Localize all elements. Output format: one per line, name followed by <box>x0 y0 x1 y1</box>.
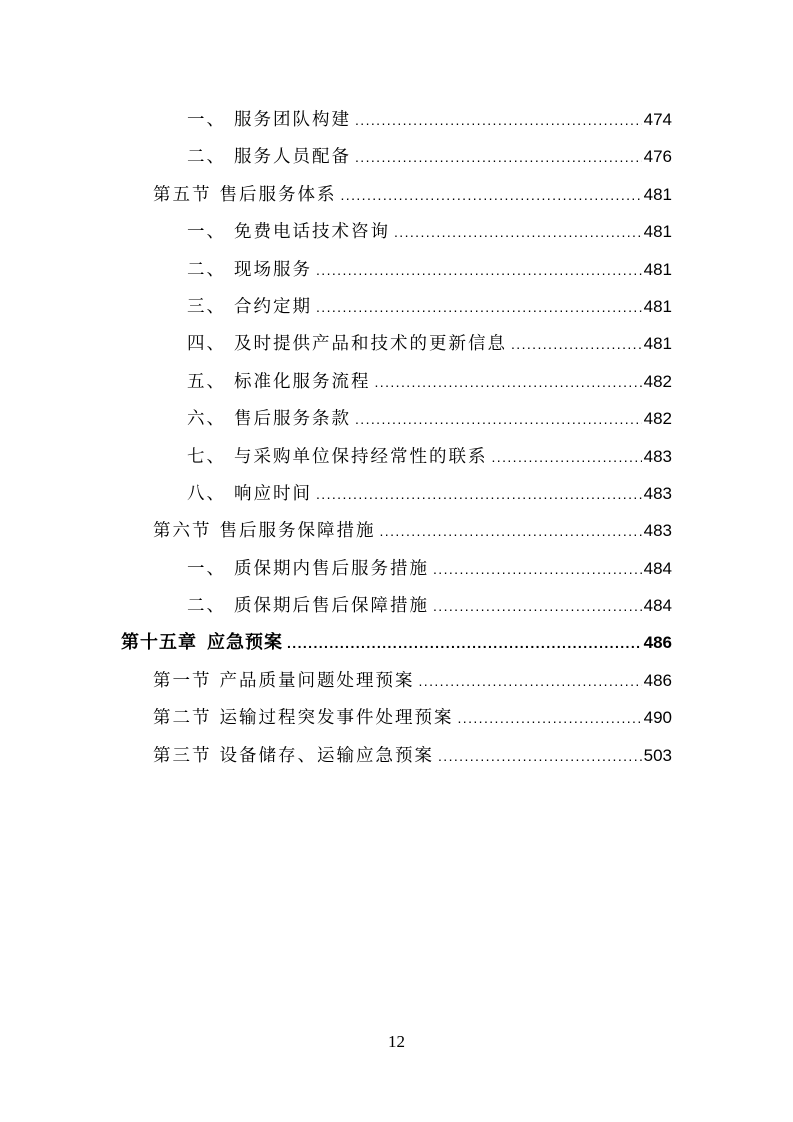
page-number: 12 <box>388 1032 405 1051</box>
toc-entry-title: 服务人员配备 <box>234 147 351 168</box>
toc-entry-title: 免费电话技术咨询 <box>234 222 390 243</box>
toc-entry-title: 合约定期 <box>234 296 312 317</box>
toc-entry-number: 八、 <box>187 483 226 504</box>
toc-entry-title: 应急预案 <box>207 632 283 654</box>
toc-entry[interactable] <box>0 550 793 587</box>
toc-chapter-entry[interactable] <box>0 624 793 661</box>
toc-entry-page: 482 <box>643 371 672 391</box>
toc-entry-number: 第三节 <box>153 745 212 766</box>
toc-entry-title: 现场服务 <box>234 259 312 280</box>
toc-entry-number: 三、 <box>187 296 226 317</box>
toc-entry-title: 与采购单位保持经常性的联系 <box>234 446 488 467</box>
toc-entry-number: 一、 <box>187 110 226 130</box>
toc-entry-number: 二、 <box>187 596 226 617</box>
toc-entry-page: 474 <box>643 110 672 129</box>
toc-entry-number: 七、 <box>187 446 226 467</box>
toc-entry[interactable] <box>0 737 793 774</box>
dot-leader <box>433 551 642 588</box>
dot-leader <box>341 177 642 214</box>
dot-leader <box>458 700 642 737</box>
toc-entry-page: 483 <box>643 446 672 466</box>
dot-leader <box>394 214 642 251</box>
toc-entry-title: 设备储存、运输应急预案 <box>219 745 434 766</box>
dot-leader <box>380 513 642 550</box>
toc-entry[interactable] <box>0 400 793 437</box>
toc-entry-page: 486 <box>643 633 672 653</box>
toc-entry-number: 第一节 <box>153 670 212 691</box>
toc-entry[interactable] <box>0 699 793 736</box>
toc-entry[interactable] <box>0 251 793 288</box>
dot-leader <box>511 326 642 363</box>
toc-entry[interactable] <box>0 176 793 213</box>
dot-leader <box>419 663 642 700</box>
toc-entry-title: 及时提供产品和技术的更新信息 <box>234 334 507 355</box>
toc-entry-page: 484 <box>643 558 672 578</box>
toc-entry-title: 质保期后售后保障措施 <box>234 596 429 617</box>
dot-leader <box>438 738 642 775</box>
toc-entry-number: 一、 <box>187 222 226 243</box>
toc-entry-page: 503 <box>643 745 672 765</box>
toc-entry[interactable] <box>0 438 793 475</box>
toc-entry[interactable] <box>0 662 793 699</box>
dot-leader <box>316 476 642 513</box>
dot-leader <box>375 364 642 401</box>
toc-entry-page: 481 <box>643 259 672 279</box>
toc-entry-title: 售后服务条款 <box>234 409 351 430</box>
toc-entry-number: 五、 <box>187 371 226 392</box>
toc-entry-page: 484 <box>643 596 672 616</box>
toc-entry[interactable] <box>0 101 793 138</box>
dot-leader <box>355 139 642 176</box>
toc-entry[interactable] <box>0 138 793 175</box>
toc-entry-page: 490 <box>643 708 672 728</box>
toc-entry-number: 第六节 <box>153 521 212 542</box>
toc-entry[interactable] <box>0 363 793 400</box>
dot-leader <box>492 439 642 476</box>
toc-entry[interactable] <box>0 475 793 512</box>
toc-entry-title: 响应时间 <box>234 483 312 504</box>
toc-entry-number: 二、 <box>187 259 226 280</box>
dot-leader <box>287 625 642 662</box>
dot-leader <box>433 588 642 625</box>
toc-entry-page: 481 <box>643 296 672 316</box>
toc-entry-title: 质保期内售后服务措施 <box>234 558 429 579</box>
toc-entry[interactable] <box>0 587 793 624</box>
toc-entry-number: 四、 <box>187 334 226 355</box>
toc-entry-title: 运输过程突发事件处理预案 <box>219 708 454 729</box>
toc-entry-number: 六、 <box>187 409 226 430</box>
toc-entry-title: 产品质量问题处理预案 <box>219 670 415 691</box>
toc-entry[interactable] <box>0 512 793 549</box>
toc-entry-number: 二、 <box>187 147 226 168</box>
toc-entry[interactable] <box>0 325 793 362</box>
toc-entry-title: 售后服务体系 <box>219 184 337 205</box>
toc-entry-number: 一、 <box>187 558 226 579</box>
toc-entry-page: 483 <box>643 483 672 503</box>
toc-entry-title: 售后服务保障措施 <box>219 521 376 542</box>
toc-entry-number: 第十五章 <box>121 632 197 654</box>
toc-entry-number: 第二节 <box>153 708 212 729</box>
toc-entry-page: 476 <box>643 147 672 167</box>
toc-entry-page: 483 <box>643 521 672 541</box>
dot-leader <box>316 252 642 289</box>
dot-leader <box>316 289 642 326</box>
toc-entry-page: 481 <box>643 184 672 204</box>
toc-entry-page: 481 <box>643 334 672 354</box>
toc-entry[interactable] <box>0 213 793 250</box>
toc-entry-title: 标准化服务流程 <box>234 371 371 392</box>
toc-entry-page: 481 <box>643 222 672 242</box>
toc-entry-page: 486 <box>643 670 672 690</box>
toc-entry-title: 服务团队构建 <box>234 110 351 130</box>
toc-entry[interactable] <box>0 288 793 325</box>
dot-leader <box>355 401 642 438</box>
toc-entry-page: 482 <box>643 409 672 429</box>
dot-leader <box>355 102 642 139</box>
toc-entry-number: 第五节 <box>153 184 212 205</box>
table-of-contents <box>0 101 793 774</box>
